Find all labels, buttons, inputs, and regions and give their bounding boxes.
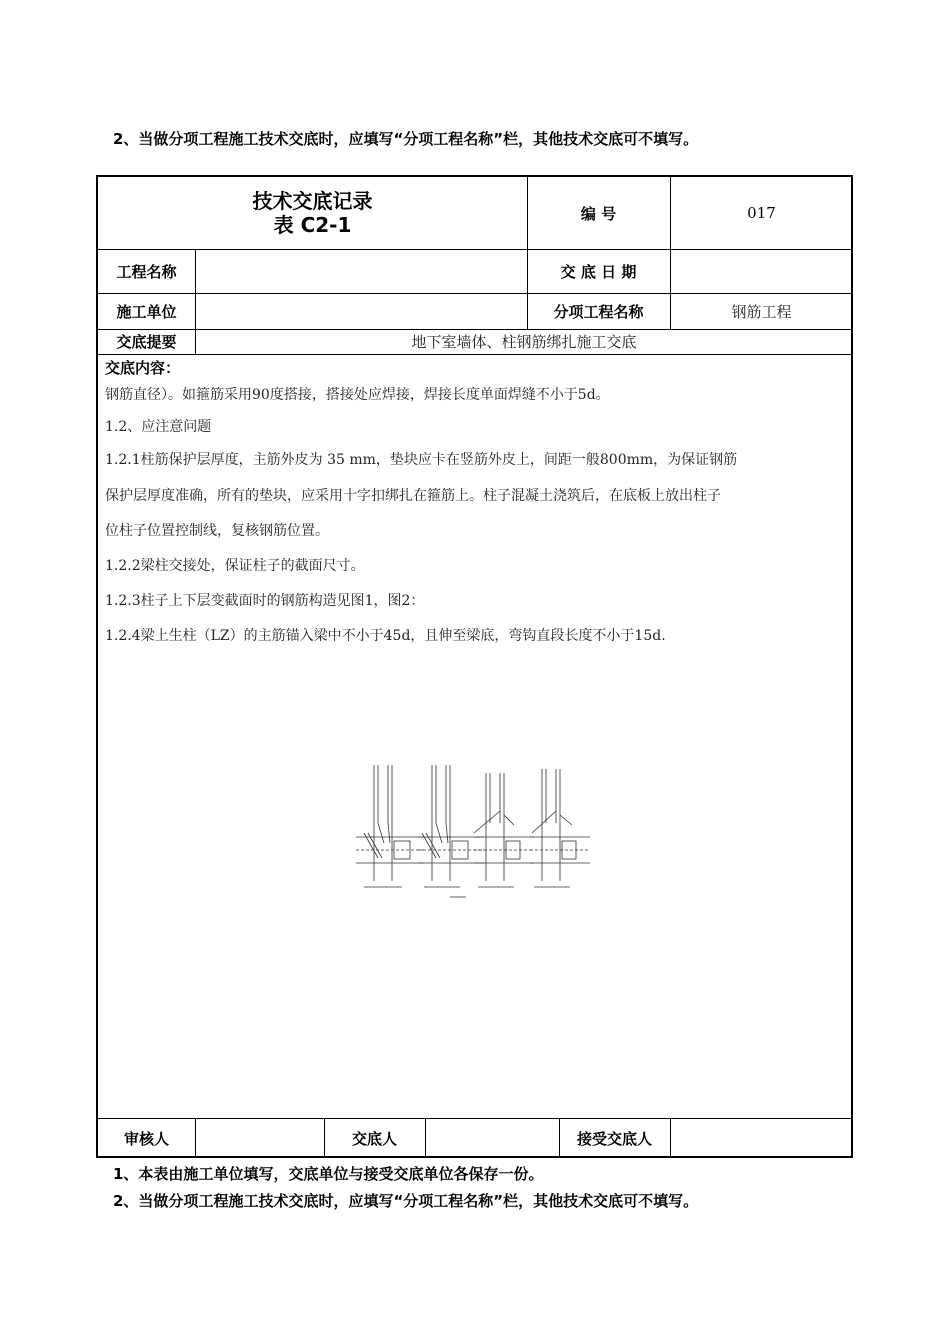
row-divider [98, 354, 851, 355]
discloser-label: 交底人 [351, 1129, 397, 1148]
receiver-field[interactable] [670, 1118, 853, 1158]
contractor-field[interactable] [195, 293, 527, 329]
subproject-field[interactable]: 钢筋工程 [731, 302, 792, 321]
rebar-detail-figure [354, 763, 594, 901]
number-value[interactable]: 017 [747, 204, 776, 222]
top-note: 2、当做分项工程施工技术交底时，应填写“分项工程名称”栏，其他技术交底可不填写。 [113, 130, 699, 148]
content-label: 交底内容： [105, 359, 181, 377]
discloser-field[interactable] [425, 1118, 559, 1158]
disclosure-form [96, 175, 853, 1158]
content-line: 位柱子位置控制线，复核钢筋位置。 [105, 523, 329, 539]
content-line: 1.2.3柱子上下层变截面时的钢筋构造见图1，图2： [105, 593, 425, 609]
project-name-field[interactable] [195, 249, 527, 293]
number-label: 编 号 [580, 204, 617, 223]
form-subtitle: 表 C2-1 [273, 213, 352, 237]
content-line: 1.2.4梁上生柱（LZ）的主筋锚入梁中不小于45d，且伸至梁底，弯钩直段长度不小于15d. [105, 628, 666, 644]
content-line: 1.2、应注意问题 [105, 419, 212, 435]
subproject-label: 分项工程名称 [553, 302, 644, 321]
content-line: 保护层厚度准确，所有的垫块，应采用十字扣绑扎在箍筋上。柱子混凝土浇筑后，在底板上放出柱子 [105, 488, 721, 504]
receiver-label: 接受交底人 [576, 1129, 652, 1148]
bottom-note-2: 2、当做分项工程施工技术交底时，应填写“分项工程名称”栏，其他技术交底可不填写。 [113, 1192, 699, 1210]
date-label: 交 底 日 期 [560, 262, 637, 281]
summary-field[interactable]: 地下室墙体、柱钢筋绑扎施工交底 [411, 333, 637, 351]
bottom-note-1: 1、本表由施工单位填写，交底单位与接受交底单位各保存一份。 [113, 1165, 544, 1183]
project-name-label: 工程名称 [116, 262, 177, 281]
content-line: 1.2.2梁柱交接处，保证柱子的截面尺寸。 [105, 558, 365, 574]
form-title-block [98, 177, 527, 249]
reviewer-label: 审核人 [123, 1129, 169, 1148]
date-field[interactable] [670, 249, 853, 293]
contractor-label: 施工单位 [116, 302, 177, 321]
content-line: 钢筋直径）。如箍筋采用90度搭接，搭接处应焊接，焊接长度单面焊缝不小于5d。 [105, 387, 610, 403]
reviewer-field[interactable] [195, 1118, 324, 1158]
content-line: 1.2.1柱筋保护层厚度，主筋外皮为 35 mm，垫块应卡在竖筋外皮上，间距一般800mm，为保证钢筋 [105, 452, 738, 468]
summary-label: 交底提要 [116, 333, 177, 351]
form-title: 技术交底记录 [252, 189, 373, 213]
